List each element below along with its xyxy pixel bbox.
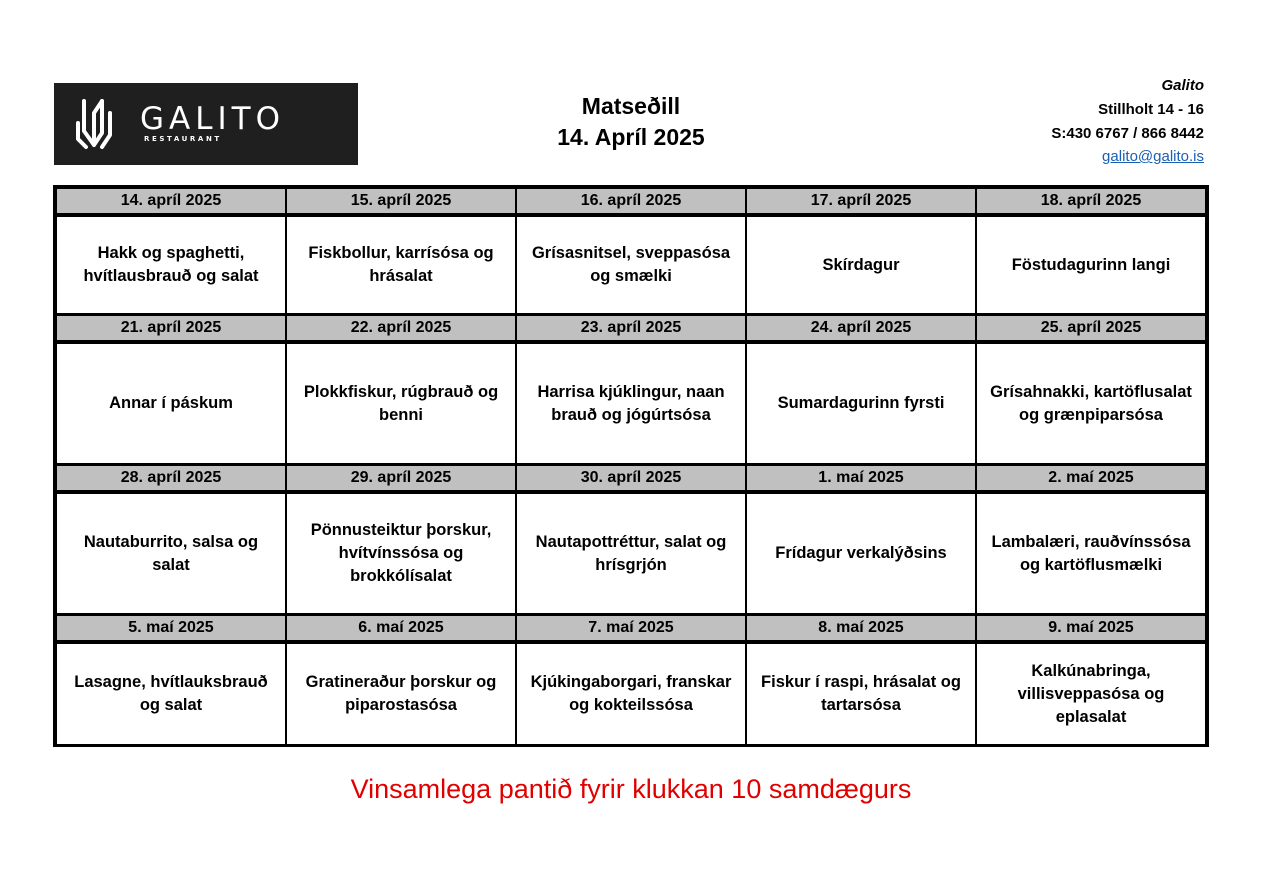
dish-cell: Kalkúnabringa, villisveppasósa og eplasalat <box>976 643 1206 746</box>
date-cell: 2. maí 2025 <box>976 465 1206 493</box>
dish-cell: Hakk og spaghetti, hvítlausbrauð og salat <box>56 216 286 315</box>
date-cell: 28. apríl 2025 <box>56 465 286 493</box>
dish-cell: Lambalæri, rauðvínssósa og kartöflusmælki <box>976 493 1206 615</box>
date-cell: 9. maí 2025 <box>976 615 1206 643</box>
date-cell: 22. apríl 2025 <box>286 315 516 343</box>
contact-address: Stillholt 14 - 16 <box>1098 101 1204 118</box>
dish-cell: Sumardagurinn fyrsti <box>746 343 976 465</box>
contact-email-link[interactable]: galito@galito.is <box>1102 148 1204 165</box>
dish-cell: Annar í páskum <box>56 343 286 465</box>
logo-subtitle: RESTAURANT <box>144 135 222 143</box>
dish-cell: Kjúkingaborgari, franskar og kokteilssósa <box>516 643 746 746</box>
dish-cell: Nautaburrito, salsa og salat <box>56 493 286 615</box>
dish-cell: Fiskbollur, karrísósa og hrásalat <box>286 216 516 315</box>
dish-cell: Grísahnakki, kartöflusalat og grænpiparsósa <box>976 343 1206 465</box>
date-cell: 21. apríl 2025 <box>56 315 286 343</box>
dish-cell: Gratineraður þorskur og piparostasósa <box>286 643 516 746</box>
galito-logo <box>54 83 358 165</box>
date-cell: 6. maí 2025 <box>286 615 516 643</box>
date-cell: 8. maí 2025 <box>746 615 976 643</box>
dish-cell: Pönnusteiktur þorskur, hvítvínssósa og brokkólísalat <box>286 493 516 615</box>
date-cell: 18. apríl 2025 <box>976 188 1206 216</box>
page-title: Matseðill <box>581 93 681 119</box>
menu-table <box>53 185 1209 747</box>
dish-cell: Nautapottréttur, salat og hrísgrjón <box>516 493 746 615</box>
logo-wordmark: GALITO <box>140 101 285 137</box>
dish-cell: Plokkfiskur, rúgbrauð og benni <box>286 343 516 465</box>
dish-cell: Fiskur í raspi, hrásalat og tartarsósa <box>746 643 976 746</box>
date-cell: 5. maí 2025 <box>56 615 286 643</box>
date-cell: 23. apríl 2025 <box>516 315 746 343</box>
dish-cell: Lasagne, hvítlauksbrauð og salat <box>56 643 286 746</box>
order-notice: Vinsamlega pantið fyrir klukkan 10 samdægurs <box>350 774 912 804</box>
date-cell: 30. apríl 2025 <box>516 465 746 493</box>
date-cell: 15. apríl 2025 <box>286 188 516 216</box>
date-cell: 17. apríl 2025 <box>746 188 976 216</box>
dish-cell: Harrisa kjúklingur, naan brauð og jógúrtsósa <box>516 343 746 465</box>
date-cell: 1. maí 2025 <box>746 465 976 493</box>
date-cell: 25. apríl 2025 <box>976 315 1206 343</box>
contact-phone: S:430 6767 / 866 8442 <box>1051 125 1204 142</box>
dish-cell: Föstudagurinn langi <box>976 216 1206 315</box>
dish-cell: Frídagur verkalýðsins <box>746 493 976 615</box>
page-date: 14. Apríl 2025 <box>557 124 705 150</box>
date-cell: 29. apríl 2025 <box>286 465 516 493</box>
contact-name: Galito <box>1161 77 1204 94</box>
dish-cell: Skírdagur <box>746 216 976 315</box>
date-cell: 14. apríl 2025 <box>56 188 286 216</box>
date-cell: 24. apríl 2025 <box>746 315 976 343</box>
date-cell: 16. apríl 2025 <box>516 188 746 216</box>
dish-cell: Grísasnitsel, sveppasósa og smælki <box>516 216 746 315</box>
date-cell: 7. maí 2025 <box>516 615 746 643</box>
